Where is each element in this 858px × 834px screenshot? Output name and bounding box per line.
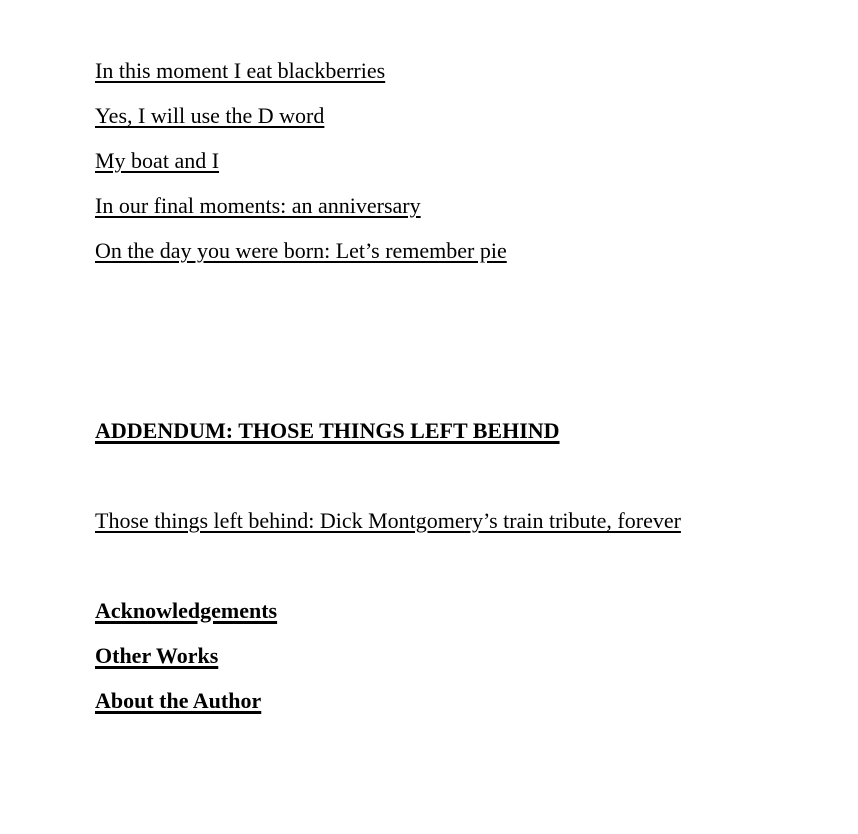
toc-entry [95, 48, 818, 93]
back-matter-list [95, 588, 818, 723]
toc-entry [95, 228, 818, 273]
toc-entry [95, 498, 818, 543]
toc-link-blackberries[interactable]: In this moment I eat blackberries [95, 58, 386, 83]
addendum-heading-link[interactable]: ADDENDUM: THOSE THINGS LEFT BEHIND [95, 418, 560, 443]
toc-entry [95, 183, 818, 228]
section-gap [95, 453, 818, 498]
toc-link-anniversary[interactable]: In our final moments: an anniversary [95, 193, 421, 218]
section-gap [95, 543, 818, 588]
about-the-author-link[interactable]: About the Author [95, 688, 262, 713]
toc-entry [95, 678, 818, 723]
toc-entry [95, 138, 818, 183]
toc-entry [95, 93, 818, 138]
toc-entry [95, 633, 818, 678]
section-gap [95, 273, 818, 408]
toc-entry [95, 588, 818, 633]
other-works-link[interactable]: Other Works [95, 643, 219, 668]
acknowledgements-link[interactable]: Acknowledgements [95, 598, 278, 623]
toc-link-d-word[interactable]: Yes, I will use the D word [95, 103, 325, 128]
toc-link-remember-pie[interactable]: On the day you were born: Let’s remember pie [95, 238, 507, 263]
toc-link-train-tribute[interactable]: Those things left behind: Dick Montgomery’s train tribute, forever [95, 508, 681, 533]
toc-link-my-boat[interactable]: My boat and I [95, 148, 220, 173]
toc-part-one-list [95, 48, 818, 273]
addendum-heading [95, 408, 818, 453]
